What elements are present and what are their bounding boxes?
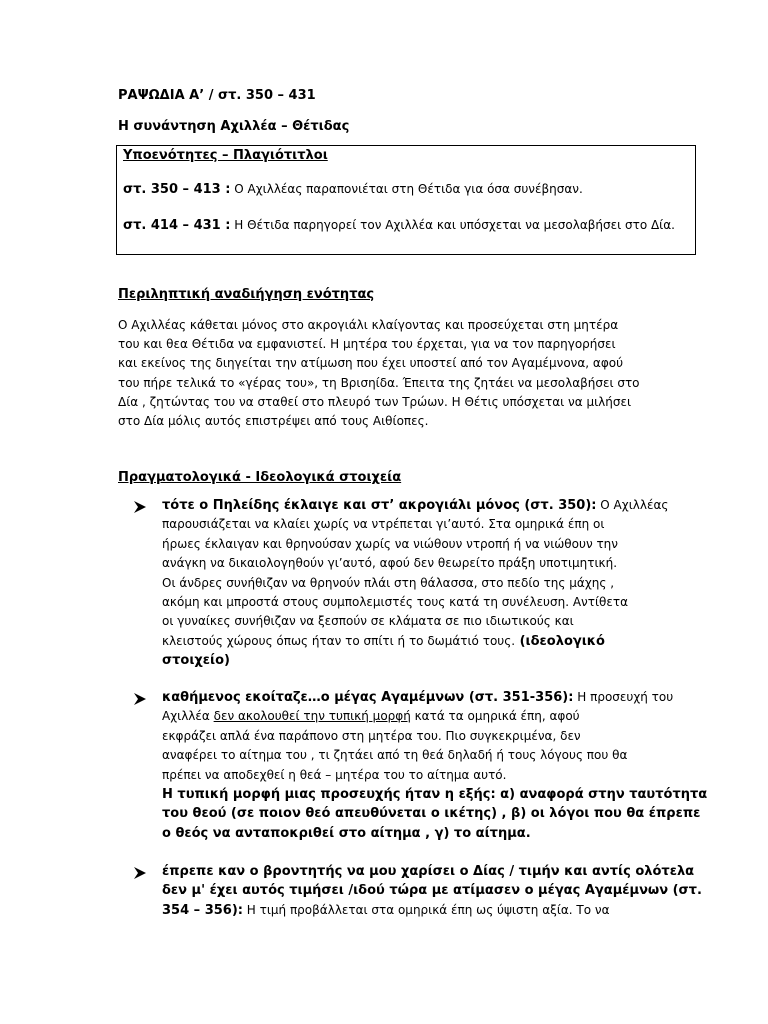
bullet-1-tag: (ιδεολογικό	[515, 633, 605, 649]
bullet-3-last-text: Η τιμή προβάλλεται στα ομηρικά έπη ως ύψιστη αξία. Το να	[242, 902, 610, 917]
bullet-2-line: αναφέρει το αίτημα του , τι ζητάει από τη θεά δηλαδή ή τους λόγους που θα	[162, 748, 628, 763]
subsection-1-text: Ο Αχιλλέας παραπονιέται στη Θέτιδα για όσα συνέβησαν.	[230, 182, 583, 196]
bullet-2-line: εκφράζει απλά ένα παράπονο στη μητέρα του. Πιο συγκεκριμένα, δεν	[162, 728, 581, 743]
summary-heading: Περιληπτική αναδιήγηση ενότητας	[118, 287, 375, 302]
bullet-2-lead: καθήμενος εκοίταζε…ο μέγας Αγαμέμνων (στ. 351-356):	[162, 690, 574, 705]
bullet-1-line: οι γυναίκες συνήθιζαν να ξεσπούν σε κλάματα σε πιο ιδιωτικούς και	[162, 614, 574, 629]
bullet-1-lead: τότε ο Πηλείδης έκλαιγε και στ’ ακρογιάλι μόνος (στ. 350):	[162, 498, 597, 513]
bullet-item-1	[162, 496, 682, 671]
subsection-row-1	[123, 182, 583, 197]
summary-paragraph	[118, 316, 658, 431]
document-title: ΡΑΨΩΔΙΑ Α’ / στ. 350 – 431	[118, 88, 316, 103]
subsections-heading: Υποενότητες – Πλαγιότιτλοι	[123, 148, 328, 163]
bullet-2-bold-line: του θεού (σε ποιον θεό απευθύνεται ο ικέτης) , β) οι λόγοι που θα έπρεπε	[162, 806, 701, 822]
bullet-2-line: πρέπει να αποδεχθεί η θεά – μητέρα του το αίτημα αυτό.	[162, 767, 507, 782]
bullet-2-line1-post: κατά τα ομηρικά έπη, αφού	[410, 709, 580, 724]
bullet-1-line: Οι άνδρες συνήθιζαν να θρηνούν πλάι στη θάλασσα, στο πεδίο της μάχης ,	[162, 575, 615, 590]
bullet-3-bold-line: δεν μ' έχει αυτός τιμήσει /ιδού τώρα με ατίμασεν ο μέγας Αγαμέμνων (στ.	[162, 883, 702, 899]
arrow-bullet-icon	[133, 500, 147, 514]
subsection-2-label: στ. 414 – 431 :	[123, 218, 231, 233]
summary-line: και εκείνος της διηγείται την ατίμωση που έχει υποστεί από τον Αγαμέμνονα, αφού	[118, 356, 624, 371]
bullet-3-bold-line: έπρεπε καν ο βροντητής να μου χαρίσει ο Δίας / τιμήν και αντίς ολότελα	[162, 864, 695, 879]
bullet-2-line1-pre: Αχιλλέα	[162, 709, 214, 724]
bullet-3-last-bold: 354 – 356):	[162, 902, 243, 918]
bullet-item-2	[162, 688, 708, 843]
bullet-1-last-line: κλειστούς χώρους όπως ήταν το σπίτι ή το δωμάτιό τους.	[162, 633, 516, 648]
bullet-2-underlined: δεν ακολουθεί την τυπική μορφή	[213, 709, 411, 724]
subsection-row-2	[123, 218, 675, 233]
bullet-1-line: παρουσιάζεται να κλαίει χωρίς να ντρέπεται γι’αυτό. Στα ομηρικά έπη οι	[162, 517, 605, 532]
bullet-2-bold-line: Η τυπική μορφή μιας προσευχής ήταν η εξής: α) αναφορά στην ταυτότητα	[162, 787, 708, 803]
subsection-2-text: Η Θέτιδα παρηγορεί τον Αχιλλέα και υπόσχεται να μεσολαβήσει στο Δία.	[230, 218, 675, 232]
bullet-2-bold-line: ο θεός να ανταποκριθεί στο αίτημα , γ) το αίτημα.	[162, 825, 531, 841]
bullet-1-tag-cont: στοιχείο)	[162, 653, 230, 669]
summary-line: Ο Αχιλλέας κάθεται μόνος στο ακρογιάλι κλαίγοντας και προσεύχεται στη μητέρα	[118, 318, 619, 332]
summary-line: του και θεα Θέτιδα να εμφανιστεί. Η μητέρα του έρχεται, για να τον παρηγορήσει	[118, 337, 616, 352]
bullet-1-line: ακόμη και μπροστά στους συμπολεμιστές τους κατά τη συνέλευση. Αντίθετα	[162, 595, 629, 610]
bullet-1-line: ανάγκη να δικαιολογηθούν γι’αυτό, αφού δεν θεωρείτο πράξη υποτιμητική.	[162, 556, 618, 571]
summary-line: Δία , ζητώντας του να σταθεί στο πλευρό των Τρώων. Η Θέτις υπόσχεται να μιλήσει	[118, 394, 632, 409]
subsections-box	[116, 145, 696, 255]
bullet-item-3	[162, 862, 702, 920]
arrow-bullet-icon	[133, 866, 147, 880]
summary-line: στο Δία μόλις αυτός επιστρέψει από τους Αιθίοπες.	[118, 414, 429, 429]
document-subtitle: Η συνάντηση Αχιλλέα – Θέτιδας	[118, 119, 350, 134]
subsection-1-label: στ. 350 – 413 :	[123, 182, 231, 197]
summary-line: του πήρε τελικά το «γέρας του», τη Βρισηίδα. Έπειτα της ζητάει να μεσολαβήσει στο	[118, 375, 640, 390]
bullet-1-lead-tail: Ο Αχιλλέας	[596, 498, 669, 512]
bullet-2-lead-tail: Η προσευχή του	[573, 690, 674, 704]
elements-heading: Πραγματολογικά - Ιδεολογικά στοιχεία	[118, 470, 402, 485]
bullet-1-line: ήρωες έκλαιγαν και θρηνούσαν χωρίς να νιώθουν ντροπή ή να νιώθουν την	[162, 536, 618, 551]
arrow-bullet-icon	[133, 692, 147, 706]
